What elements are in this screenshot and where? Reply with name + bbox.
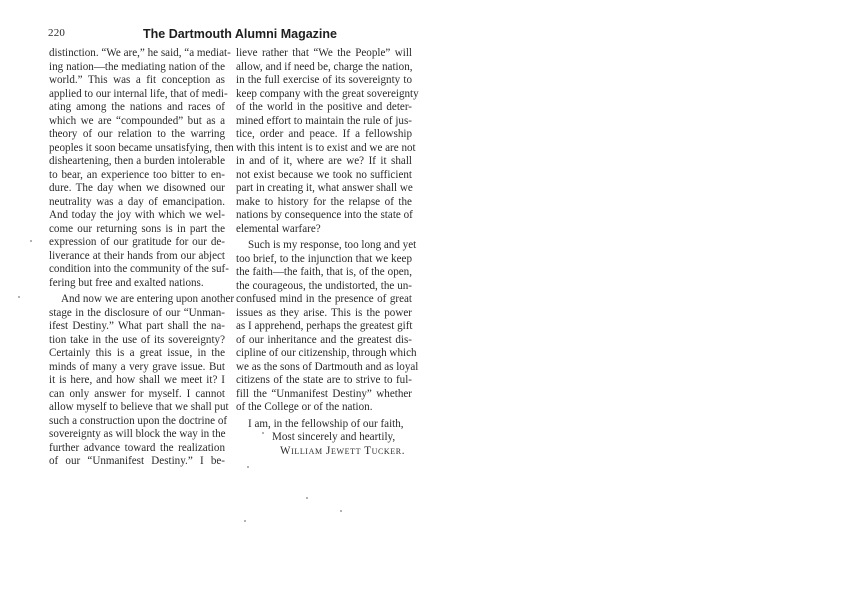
text-line: dure. The day when we disowned our xyxy=(49,182,225,194)
text-line: citizens of the state are to strive to ful- xyxy=(236,374,412,386)
text-line: And now we are entering upon another xyxy=(61,293,235,305)
text-line: lieve rather that “We the People” will xyxy=(236,47,412,59)
text-line: part in creating it, what answer shall we xyxy=(236,182,413,194)
text-line: come our returning sons is in part the xyxy=(49,222,225,235)
left-column xyxy=(49,47,235,469)
scan-speck xyxy=(18,296,20,298)
text-line: peoples it soon became unsatisfying, then xyxy=(49,141,234,154)
text-line: world.” This was a fit conception as xyxy=(49,74,225,86)
text-line: And today the joy with which we wel- xyxy=(49,209,225,221)
text-line: tion take in the use of its sovereignty? xyxy=(49,333,225,346)
text-line: theory of our relation to the warring xyxy=(49,128,225,140)
text-line: the courageous, the undistorted, the un- xyxy=(236,279,412,292)
scan-speck xyxy=(247,466,249,468)
text-line: ing nation—the mediating nation of the xyxy=(49,60,225,73)
text-line: of the world in the positive and deter- xyxy=(236,101,412,113)
signature: William Jewett Tucker. xyxy=(280,444,406,457)
text-line: liverance at their hands from our abject xyxy=(49,249,225,262)
text-line: the faith—the faith, that is, of the open, xyxy=(236,266,412,278)
text-line: in and of it, where are we? If it shall xyxy=(236,155,412,167)
text-line: expression of our gratitude for our de- xyxy=(49,236,225,248)
text-line: distinction. “We are,” he said, “a mediat- xyxy=(49,47,231,59)
text-line: mined effort to maintain the rule of jus- xyxy=(236,114,412,127)
text-line: which we are “compounded” but as a xyxy=(49,114,225,127)
text-line: of our inheritance and the greatest dis- xyxy=(236,333,412,346)
text-line: ating among the nations and races of xyxy=(49,101,225,113)
text-line: fill the “Unmanifest Destiny” whether xyxy=(236,387,412,400)
right-column xyxy=(236,47,419,458)
text-line: we as the sons of Dartmouth and as loyal xyxy=(236,360,419,373)
closing-line: I am, in the fellowship of our faith, xyxy=(248,417,404,430)
text-line: make to history for the relapse of the xyxy=(236,195,412,208)
text-line: tice, order and peace. If a fellowship xyxy=(236,128,412,140)
text-line: of the College or of the nation. xyxy=(236,401,373,413)
text-line: confused mind in the presence of great xyxy=(236,293,412,305)
text-line: condition into the community of the suf- xyxy=(49,263,229,275)
text-line: to bear, an experience too bitter to en- xyxy=(49,168,225,181)
text-line: Such is my response, too long and yet xyxy=(248,239,417,251)
text-line: such a construction upon the doctrine of xyxy=(49,414,228,427)
text-line: further advance toward the realization xyxy=(49,441,225,454)
text-line: can only answer for myself. I cannot xyxy=(49,387,225,400)
text-line: applied to our internal life, that of medi- xyxy=(49,87,228,100)
text-line: it is here, and how shall we meet it? I xyxy=(49,374,225,386)
scan-speck xyxy=(30,240,32,242)
text-line: fering but free and exalted nations. xyxy=(49,276,204,289)
scan-speck xyxy=(340,510,342,512)
scan-speck xyxy=(306,497,308,499)
text-line: ifest Destiny.” What part shall the na- xyxy=(49,320,225,332)
text-line: cipline of our citizenship, through which xyxy=(236,347,417,359)
text-line: neutrality was a day of emancipation. xyxy=(49,195,225,208)
text-line: sovereignty as will block the way in the xyxy=(49,428,226,440)
scan-speck xyxy=(244,520,246,522)
text-line: in the full exercise of its sovereignty to xyxy=(236,74,412,86)
text-line: allow myself to believe that we shall put xyxy=(49,401,229,413)
text-line: keep company with the great sovereignty xyxy=(236,87,419,100)
text-line: nations by consequence into the state of xyxy=(236,209,413,221)
scan-speck xyxy=(262,432,264,434)
text-line: allow, and if need be, charge the nation, xyxy=(236,60,413,73)
text-line: disheartening, then a burden intolerable xyxy=(49,155,225,167)
page-number: 220 xyxy=(48,27,66,39)
closing-line: Most sincerely and heartily, xyxy=(272,431,396,443)
text-line: as I apprehend, perhaps the greatest gift xyxy=(236,320,413,332)
text-line: too brief, to the injunction that we keep xyxy=(236,252,412,265)
text-line: with this intent is to exist and we are not xyxy=(236,141,416,154)
text-line: stage in the disclosure of our “Unman- xyxy=(49,306,225,319)
text-line: issues as they arise. This is the power xyxy=(236,306,412,319)
text-line: elemental warfare? xyxy=(236,222,321,235)
text-line: of our “Unmanifest Destiny.” I be- xyxy=(49,455,225,467)
text-line: minds of many a very grave issue. But xyxy=(49,360,225,373)
running-head: The Dartmouth Alumni Magazine xyxy=(143,27,337,41)
text-line: Certainly this is a great issue, in the xyxy=(49,347,225,359)
text-line: not exist because we took no sufficient xyxy=(236,168,412,181)
